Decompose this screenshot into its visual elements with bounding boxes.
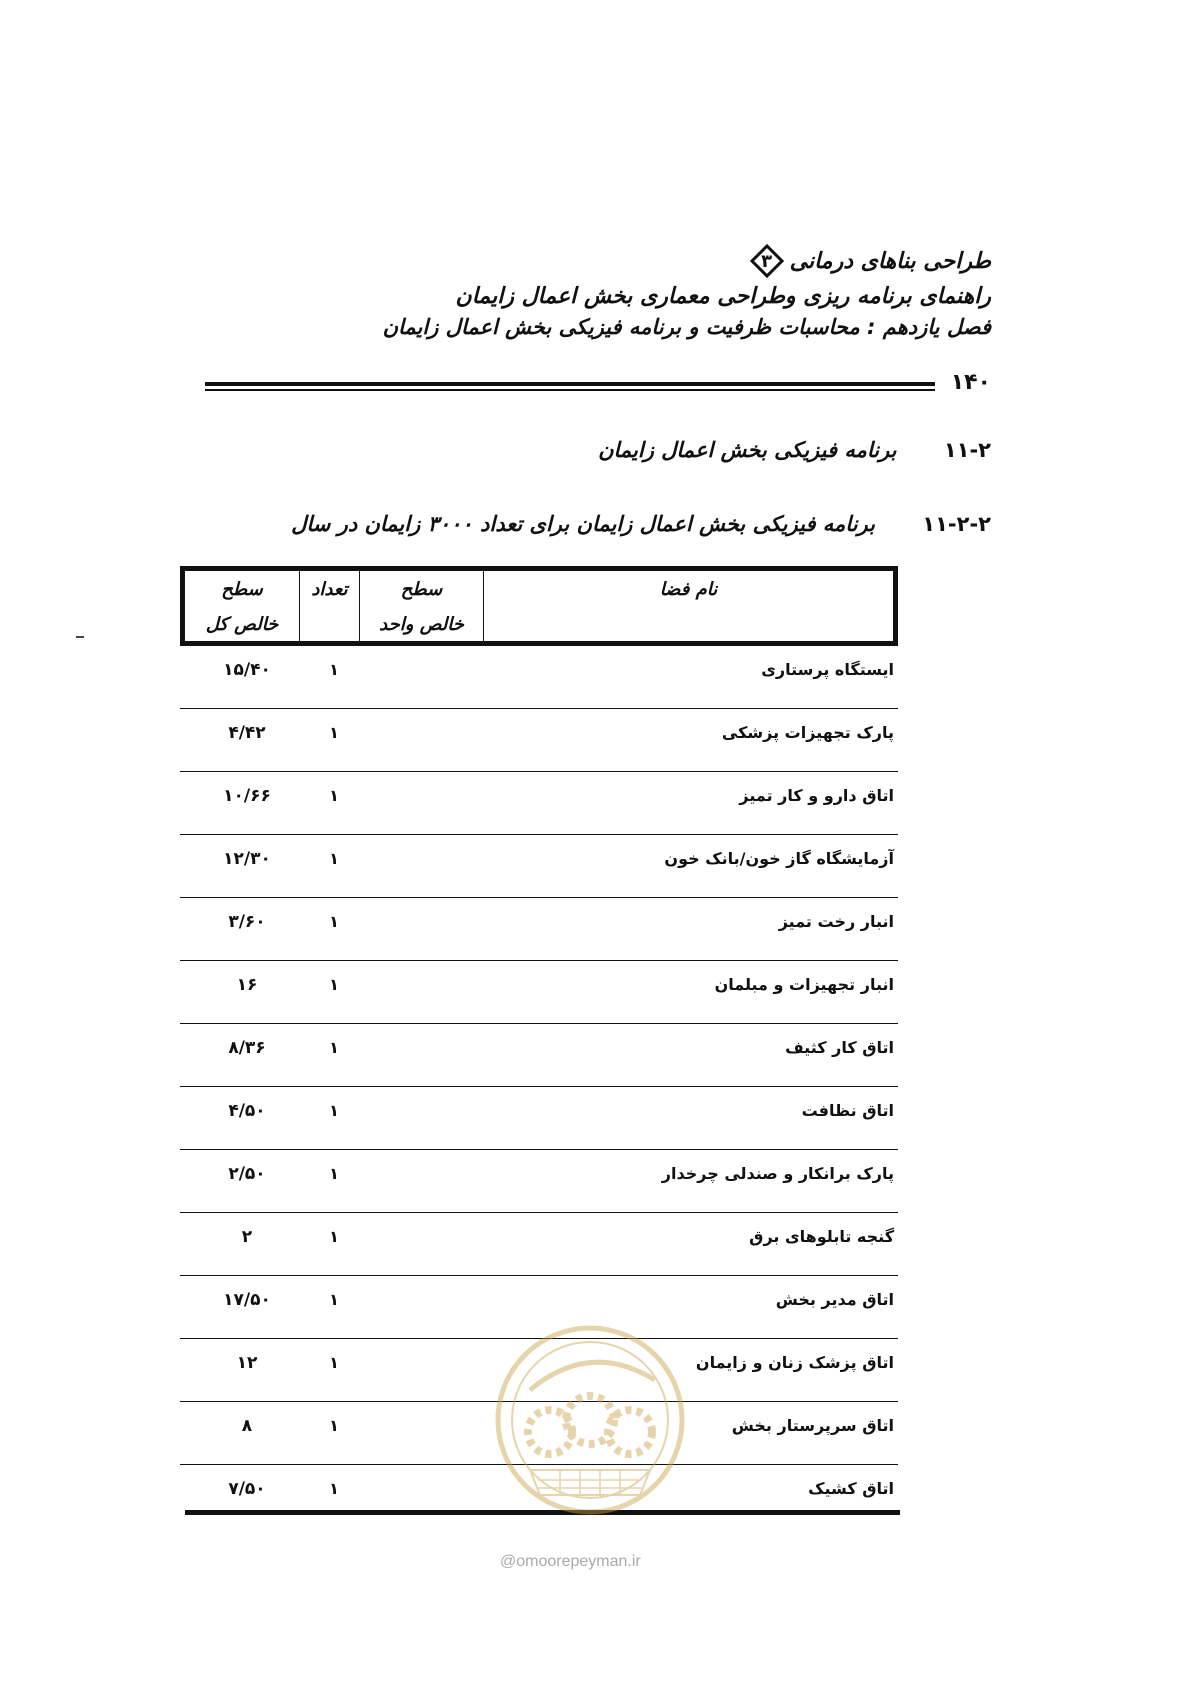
unit-area (364, 1339, 488, 1401)
space-name: اتاق کار کثیف (785, 1038, 894, 1057)
space-name: انبار تجهیزات و مبلمان (714, 975, 894, 994)
total-area: ۳/۶۰ (228, 912, 266, 932)
total-area: ۲/۵۰ (228, 1164, 266, 1184)
space-name: انبار رخت تمیز (778, 912, 894, 931)
unit-area (364, 1402, 488, 1464)
watermark-site: @omoorepeyman.ir (500, 1553, 641, 1570)
header-total-area: سطح خالص کل (205, 579, 279, 635)
total-area: ۷/۵۰ (228, 1479, 266, 1499)
count: ۱ (329, 1290, 339, 1309)
unit-area (364, 1024, 488, 1086)
section-heading-1 (598, 438, 991, 462)
unit-area (364, 1150, 488, 1212)
running-header (191, 244, 991, 339)
count: ۱ (329, 1101, 339, 1120)
section-number: ۱۱-۲-۲ (922, 512, 991, 536)
count: ۱ (329, 1038, 339, 1057)
total-area: ۸/۳۶ (228, 1038, 266, 1058)
table-row (180, 772, 898, 835)
total-area: ۱۰/۶۶ (223, 786, 271, 806)
total-area: ۸ (241, 1416, 253, 1436)
scan-speck (76, 636, 84, 638)
table-row (180, 835, 898, 898)
count: ۱ (329, 660, 339, 679)
count: ۱ (329, 912, 339, 931)
watermark-seal (490, 1320, 690, 1520)
space-name: اتاق نظافت (801, 1101, 894, 1120)
table-row (180, 1213, 898, 1276)
space-name: اتاق پزشک زنان و زایمان (695, 1353, 894, 1372)
header-unit-area: سطح خالص واحد (359, 571, 483, 641)
table-row (180, 646, 898, 709)
total-area: ۱۲ (236, 1353, 258, 1373)
space-name: اتاق مدیر بخش (775, 1290, 894, 1309)
count: ۱ (329, 1353, 339, 1372)
space-name: پارک تجهیزات پزشکی (721, 723, 894, 742)
table-row (180, 1024, 898, 1087)
section-heading-2 (291, 512, 991, 536)
header-space-name: نام فضا (483, 571, 893, 641)
count: ۱ (329, 1227, 339, 1246)
table-header (180, 566, 898, 646)
count: ۱ (329, 975, 339, 994)
space-name: گنجه تابلوهای برق (749, 1227, 894, 1246)
chapter-title: فصل یازدهم : محاسبات ظرفیت و برنامه فیزیکی بخش اعمال زایمان (382, 315, 991, 339)
book-title: طراحی بناهای درمانی (789, 248, 991, 274)
total-area: ۱۶ (236, 975, 258, 995)
unit-area (364, 898, 488, 960)
unit-area (364, 1213, 488, 1275)
volume-badge: ۳ (750, 244, 784, 278)
total-area: ۱۷/۵۰ (223, 1290, 271, 1310)
header-rule (205, 378, 965, 402)
unit-area (364, 835, 488, 897)
section-number: ۱۱-۲ (943, 438, 991, 462)
space-name: اتاق کشیک (808, 1479, 894, 1498)
header-rule-thick (205, 382, 935, 386)
header-count: تعداد (299, 571, 359, 641)
total-area: ۴/۵۰ (228, 1101, 266, 1121)
unit-area (364, 772, 488, 834)
space-name: اتاق دارو و کار تمیز (739, 786, 894, 805)
count: ۱ (329, 1416, 339, 1435)
unit-area (364, 961, 488, 1023)
table-row (180, 961, 898, 1024)
section-title: برنامه فیزیکی بخش اعمال زایمان برای تعداد ۳۰۰۰ زایمان در سال (291, 512, 875, 536)
space-name: ایستگاه پرستاری (761, 660, 894, 679)
unit-area (364, 709, 488, 771)
total-area: ۲ (241, 1227, 253, 1247)
table-row (180, 709, 898, 772)
total-area: ۱۲/۳۰ (223, 849, 271, 869)
count: ۱ (329, 723, 339, 742)
space-name: اتاق سرپرستار بخش (731, 1416, 894, 1435)
count: ۱ (329, 1479, 339, 1498)
unit-area (364, 1276, 488, 1338)
count: ۱ (329, 1164, 339, 1183)
section-title: برنامه فیزیکی بخش اعمال زایمان (598, 438, 897, 462)
header-rule-thin (205, 389, 935, 391)
count: ۱ (329, 849, 339, 868)
unit-area (364, 1087, 488, 1149)
table-row (180, 898, 898, 961)
space-name: پارک برانکار و صندلی چرخدار (661, 1164, 894, 1183)
space-name: آزمایشگاه گاز خون/بانک خون (664, 849, 894, 868)
unit-area (364, 646, 488, 708)
page-number: ۱۴۰ (950, 370, 991, 395)
table-row (180, 1087, 898, 1150)
table-row (180, 1150, 898, 1213)
total-area: ۱۵/۴۰ (223, 660, 271, 680)
total-area: ۴/۴۲ (228, 723, 266, 743)
book-title-line (191, 244, 991, 278)
unit-area (364, 1465, 488, 1527)
guide-subtitle: راهنمای برنامه ریزی وطراحی معماری بخش اعمال زایمان (455, 284, 991, 309)
count: ۱ (329, 786, 339, 805)
